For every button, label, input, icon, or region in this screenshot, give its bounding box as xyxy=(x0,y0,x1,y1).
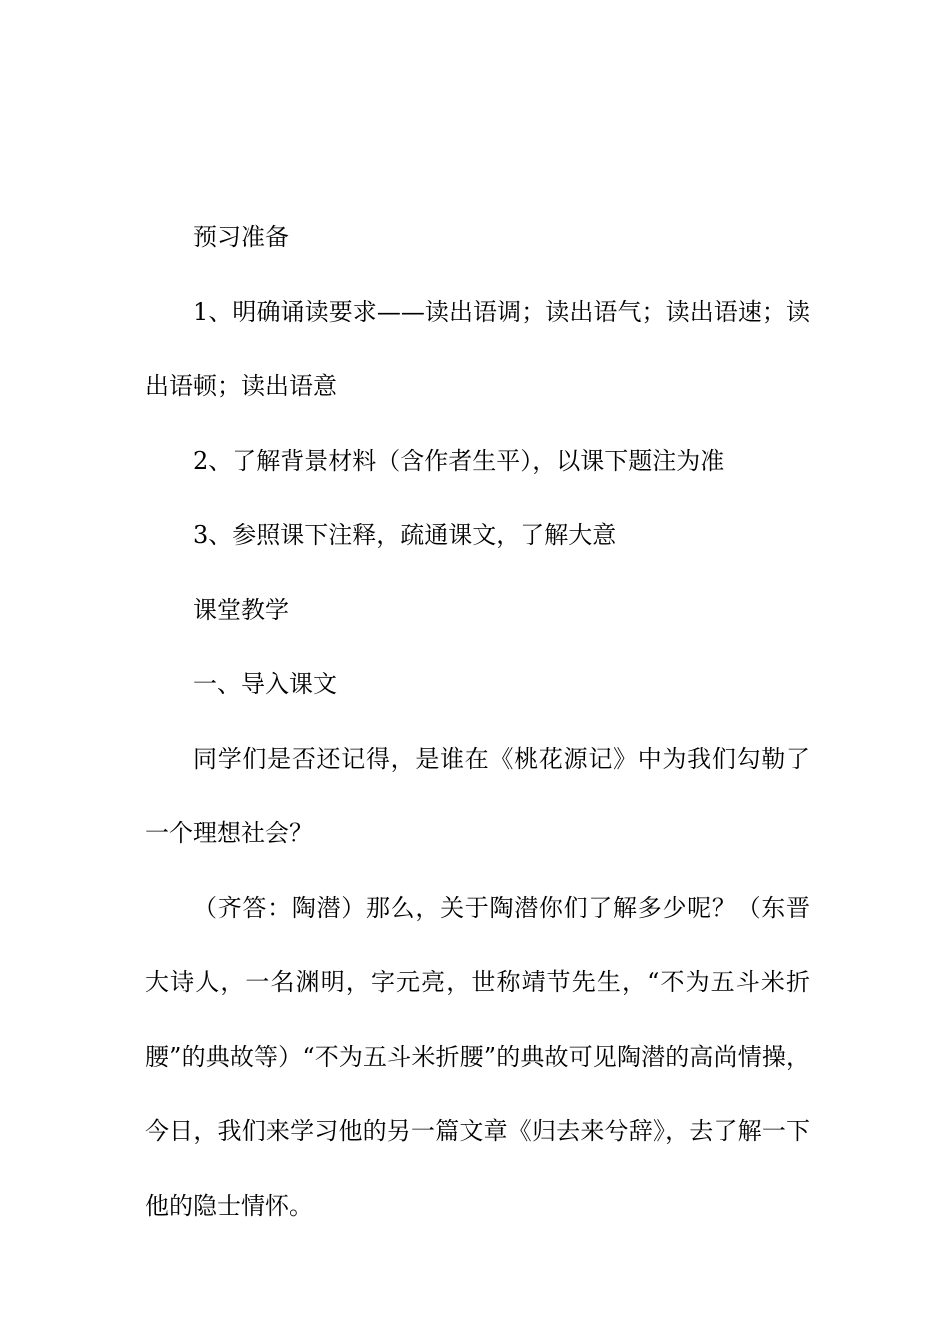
preview-item-2: 2、了解背景材料（含作者生平），以课下题注为准 xyxy=(193,446,725,475)
section-heading-classroom: 课堂教学 xyxy=(193,595,289,624)
subheading-introduction: 一、导入课文 xyxy=(193,670,337,698)
section-heading-preview: 预习准备 xyxy=(193,223,289,251)
body-paragraph-answer: （齐答：陶潜）那么，关于陶潜你们了解多少呢？（东晋大诗人，一名渊明，字元亮，世称靖节先生，“不为五斗米折腰”的典故等）“不为五斗米折腰”的典故可见陶潜的高尚情操，今日，我们来学习他的另一篇文章《归去来兮辞》，去了解一下他的隐士情怀。 xyxy=(145,893,810,1220)
preview-item-3: 3、参照课下注释，疏通课文，了解大意 xyxy=(193,521,617,549)
preview-item-1: 1、明确诵读要求——读出语调；读出语气；读出语速；读出语顿；读出语意 xyxy=(145,297,810,400)
body-paragraph-question: 同学们是否还记得，是谁在《桃花源记》中为我们勾勒了一个理想社会？ xyxy=(145,744,810,847)
document-body xyxy=(145,200,810,1243)
